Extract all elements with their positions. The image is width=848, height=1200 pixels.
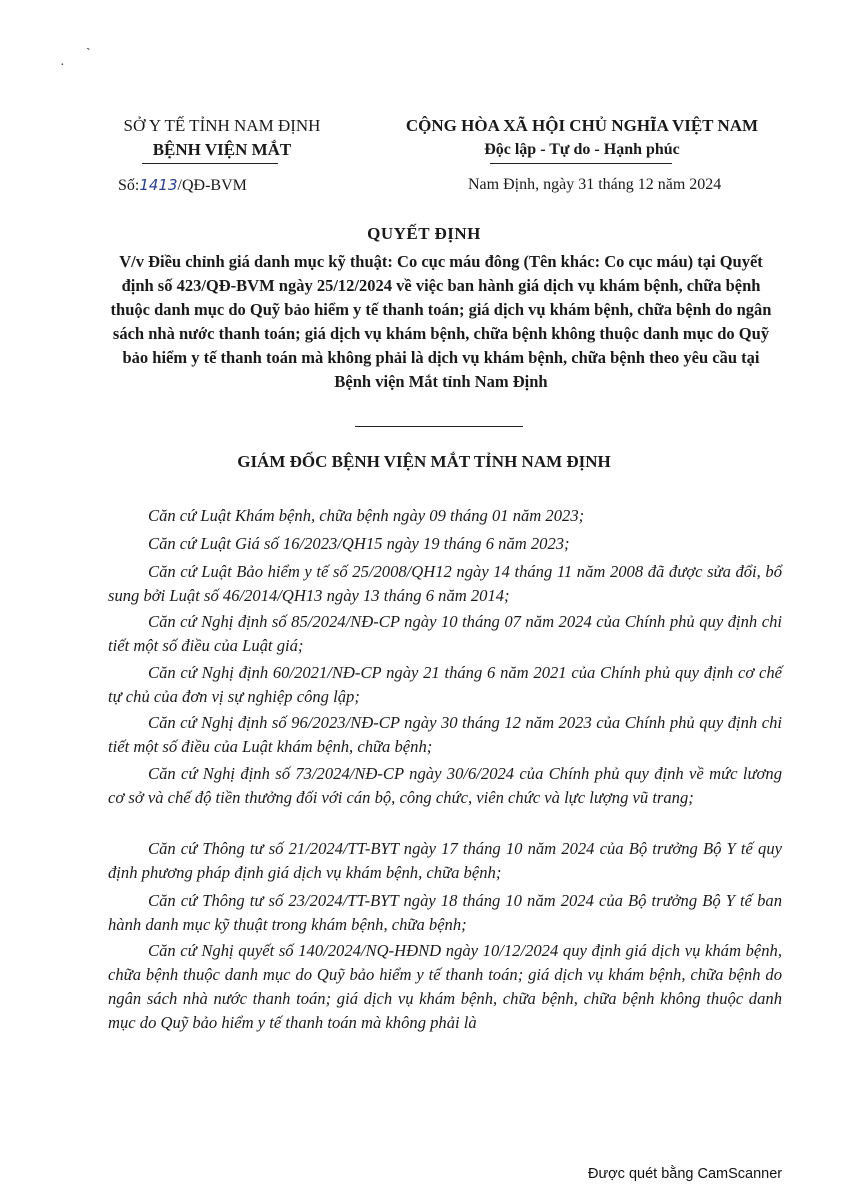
header-left: [92, 114, 352, 162]
legal-basis-2: Căn cứ Luật Giá số 16/2023/QH15 ngày 19 tháng 6 năm 2023;: [148, 534, 570, 553]
legal-basis-1: Căn cứ Luật Khám bệnh, chữa bệnh ngày 09 tháng 01 năm 2023;: [148, 506, 585, 525]
scan-speck: ˏ: [86, 36, 91, 51]
national-motto: Độc lập - Tự do - Hạnh phúc: [484, 141, 680, 158]
document-number-prefix: Số:: [118, 177, 140, 194]
issuer-title: GIÁM ĐỐC BỆNH VIỆN MẮT TỈNH NAM ĐỊNH: [237, 452, 611, 471]
subject-underline: [355, 426, 523, 427]
legal-basis-5: Căn cứ Nghị định 60/2021/NĐ-CP ngày 21 tháng 6 năm 2021 của Chính phủ quy định cơ chế tự chủ của đơn vị sự nghiệp công lập;: [108, 663, 782, 706]
header-right: [372, 114, 792, 162]
legal-basis-7: Căn cứ Nghị định số 73/2024/NĐ-CP ngày 30/6/2024 của Chính phủ quy định về mức lương cơ sở và chế độ tiền thưởng đối với cán bộ, công chức, viên chức và lực lượng vũ trang;: [108, 764, 782, 807]
document-subject: V/v Điều chỉnh giá danh mục kỹ thuật: Co cục máu đông (Tên khác: Co cục máu) tại Quyết định số 423/QĐ-BVM ngày 25/12/2024 về việc ban hành giá dịch vụ khám bệnh, chữa bệnh thuộc danh mục do Quỹ bảo hiểm y tế thanh toán; giá dịch vụ khám bệnh, chữa bệnh do ngân sách nhà nước thanh toán; giá dịch vụ khám bệnh, chữa bệnh không thuộc danh mục do Quỹ bảo hiểm y tế thanh toán mà không phải là dịch vụ khám bệnh, chữa bệnh theo yêu cầu tại Bệnh viện Mắt tỉnh Nam Định: [110, 252, 772, 391]
header-left-underline: [142, 163, 278, 164]
legal-basis-4: Căn cứ Nghị định số 85/2024/NĐ-CP ngày 10 tháng 07 năm 2024 của Chính phủ quy định chi tiết một số điều của Luật giá;: [108, 612, 782, 655]
document-number-suffix: /QĐ-BVM: [177, 177, 247, 194]
issuing-unit: BỆNH VIỆN MẮT: [152, 140, 292, 159]
national-title: CỘNG HÒA XÃ HỘI CHỦ NGHĨA VIỆT NAM: [405, 116, 759, 135]
scan-speck: ·: [60, 58, 65, 73]
date-line: Nam Định, ngày 31 tháng 12 năm 2024: [468, 176, 722, 193]
issuing-authority: SỞ Y TẾ TỈNH NAM ĐỊNH: [123, 116, 321, 135]
header-right-underline: [490, 163, 672, 164]
document-number: [118, 176, 247, 195]
legal-basis-8: Căn cứ Thông tư số 21/2024/TT-BYT ngày 17 tháng 10 năm 2024 của Bộ trưởng Bộ Y tế quy định phương pháp định giá dịch vụ khám bệnh, chữa bệnh;: [108, 839, 782, 882]
scanner-watermark: Được quét bằng CamScanner: [588, 1166, 783, 1182]
legal-basis-10: Căn cứ Nghị quyết số 140/2024/NQ-HĐND ngày 10/12/2024 quy định giá dịch vụ khám bệnh, chữa bệnh thuộc danh mục do Quỹ bảo hiểm y tế thanh toán; giá dịch vụ khám bệnh, chữa bệnh do ngân sách nhà nước thanh toán; giá dịch vụ khám bệnh, chữa bệnh, chữa bệnh không thuộc danh mục do Quỹ bảo hiểm y tế thanh toán mà không phải là: [108, 941, 782, 1032]
legal-basis-9: Căn cứ Thông tư số 23/2024/TT-BYT ngày 18 tháng 10 năm 2024 của Bộ trưởng Bộ Y tế ban hành danh mục kỹ thuật trong khám bệnh, chữa bệnh;: [108, 891, 782, 934]
document-title: QUYẾT ĐỊNH: [367, 224, 481, 243]
legal-basis-6: Căn cứ Nghị định số 96/2023/NĐ-CP ngày 30 tháng 12 năm 2023 của Chính phủ quy định chi tiết một số điều của Luật khám bệnh, chữa bệnh;: [108, 713, 782, 756]
document-number-handwritten: 1413: [139, 176, 178, 194]
legal-basis-3: Căn cứ Luật Bảo hiểm y tế số 25/2008/QH12 ngày 14 tháng 11 năm 2008 đã được sửa đổi, bổ sung bởi Luật số 46/2014/QH13 ngày 13 tháng 6 năm 2014;: [108, 562, 782, 605]
